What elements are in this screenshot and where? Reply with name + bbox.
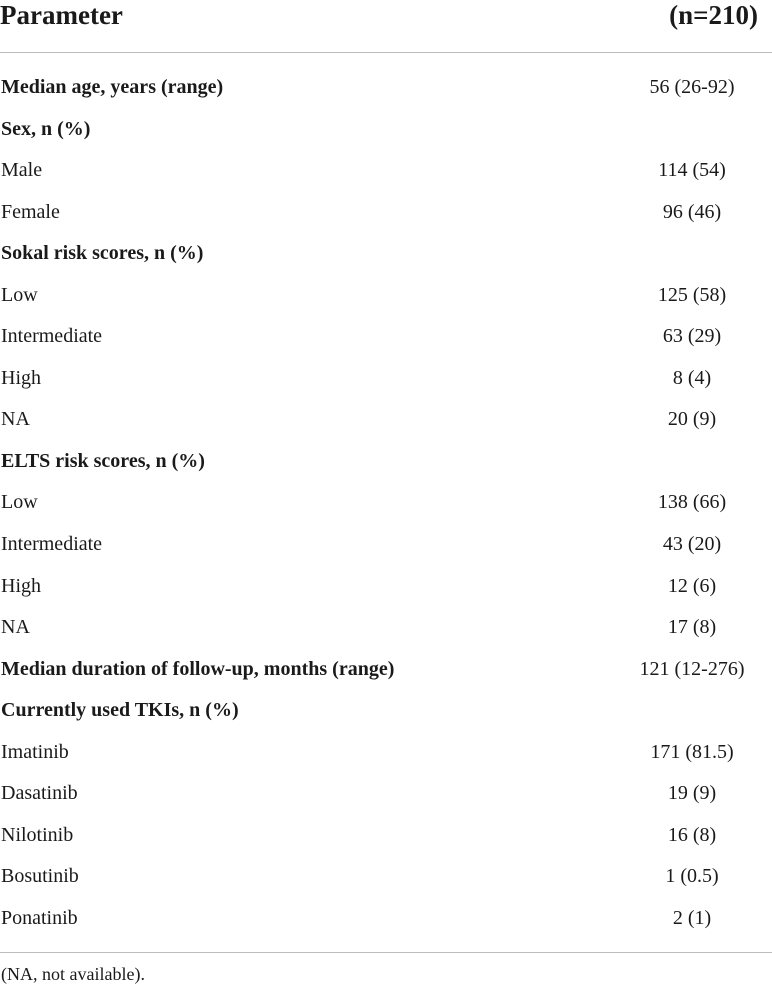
table-section-row <box>0 649 772 691</box>
row-value: 2 (1) <box>672 906 712 929</box>
row-label: Low <box>1 283 38 306</box>
row-value: 17 (8) <box>667 616 717 639</box>
table-row <box>0 898 772 940</box>
table-section-row <box>0 67 772 109</box>
table-body <box>0 67 772 939</box>
table-row <box>0 607 772 649</box>
table-section-row <box>0 441 772 483</box>
row-value: 114 (54) <box>658 159 726 182</box>
row-label: Intermediate <box>1 533 103 556</box>
row-value: 16 (8) <box>667 823 717 846</box>
row-label: NA <box>1 616 30 639</box>
row-value: 121 (12-276) <box>639 657 745 680</box>
table-section-row <box>0 109 772 151</box>
row-value: 171 (81.5) <box>650 740 734 763</box>
row-label: Median age, years (range) <box>1 76 224 98</box>
table-row <box>0 150 772 192</box>
table-row <box>0 482 772 524</box>
table-row <box>0 815 772 857</box>
table-row <box>0 399 772 441</box>
row-label: Female <box>1 200 60 223</box>
row-label: Dasatinib <box>1 782 78 805</box>
header-parameter: Parameter <box>0 0 123 30</box>
row-label: ELTS risk scores, n (%) <box>1 449 205 472</box>
row-value: 63 (29) <box>662 325 722 348</box>
row-label: Median duration of follow-up, months (range) <box>1 657 395 680</box>
table-row <box>0 773 772 815</box>
row-value: 1 (0.5) <box>665 865 719 888</box>
row-value: 43 (20) <box>662 533 722 556</box>
header-n: (n=210) <box>669 0 758 30</box>
row-label: Ponatinib <box>1 906 78 929</box>
row-label: NA <box>1 408 30 431</box>
table-section-row <box>0 233 772 275</box>
table-bottom-rule <box>0 952 772 953</box>
row-label: Bosutinib <box>1 865 79 888</box>
row-label: Imatinib <box>1 740 69 763</box>
row-label: Low <box>1 491 38 514</box>
table-row <box>0 358 772 400</box>
table-row <box>0 732 772 774</box>
row-label: Male <box>1 159 43 182</box>
table-section-row <box>0 690 772 732</box>
row-label: High <box>1 574 41 597</box>
row-value: 138 (66) <box>657 491 727 514</box>
row-label: Intermediate <box>1 325 103 348</box>
table-footnote: (NA, not available). <box>1 964 145 984</box>
row-value: 19 (9) <box>667 782 717 805</box>
table-row <box>0 856 772 898</box>
row-label: Nilotinib <box>1 823 74 846</box>
table-row <box>0 275 772 317</box>
table-row <box>0 524 772 566</box>
table-row <box>0 566 772 608</box>
row-value: 125 (58) <box>657 283 727 306</box>
row-value: 8 (4) <box>672 366 712 389</box>
row-value: 96 (46) <box>662 200 722 223</box>
row-label: Sex, n (%) <box>1 117 91 140</box>
table-row <box>0 192 772 234</box>
row-value: 56 (26-92) <box>649 76 735 98</box>
row-value: 12 (6) <box>667 574 717 597</box>
row-label: Currently used TKIs, n (%) <box>1 699 239 722</box>
table-row <box>0 316 772 358</box>
row-label: High <box>1 366 41 389</box>
row-value: 20 (9) <box>667 408 717 431</box>
row-label: Sokal risk scores, n (%) <box>1 242 204 265</box>
table-header-row <box>0 0 772 53</box>
